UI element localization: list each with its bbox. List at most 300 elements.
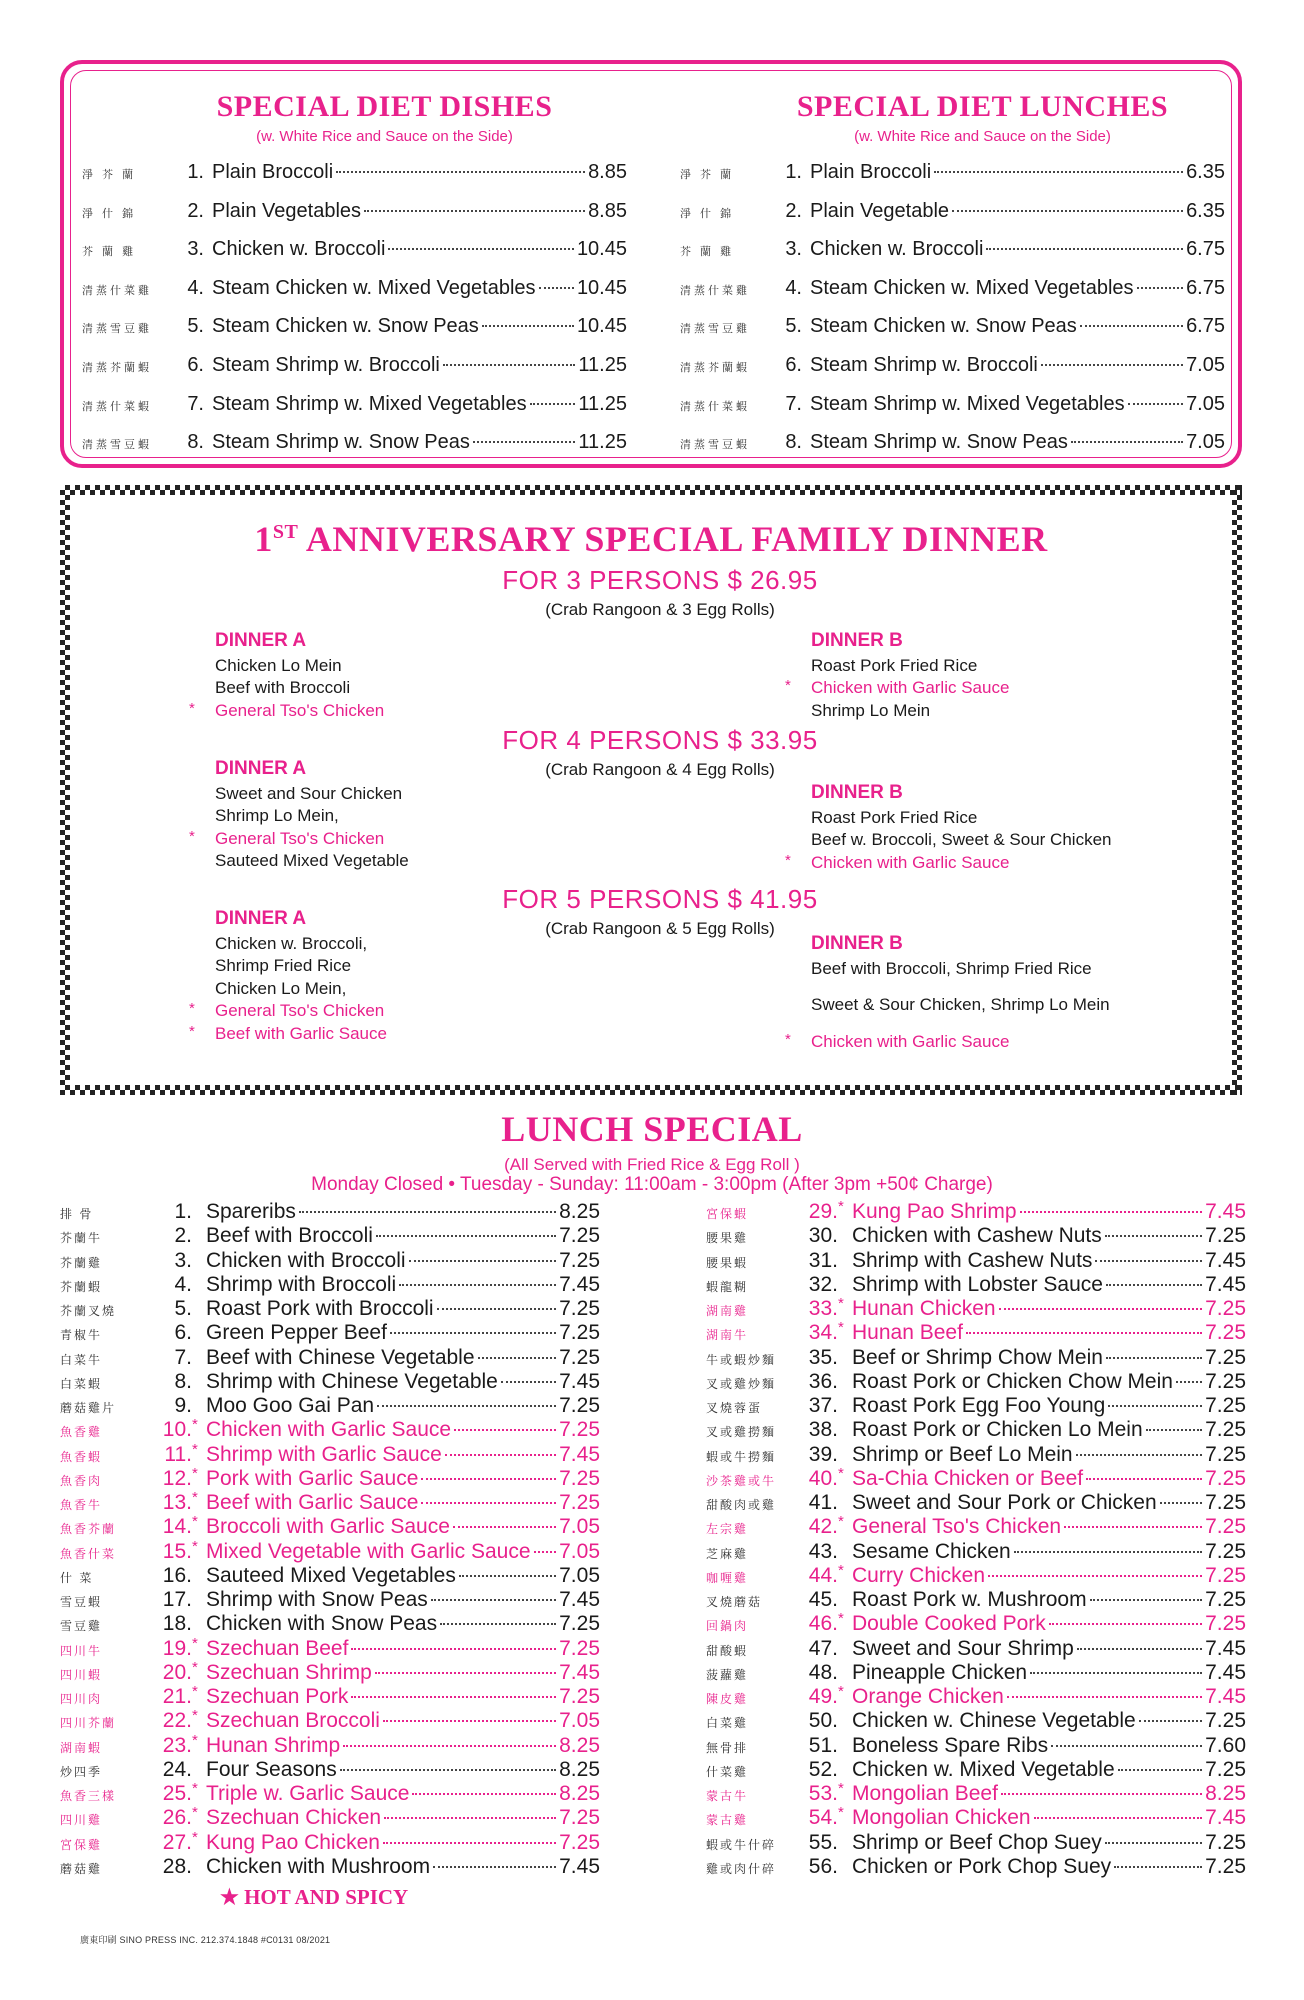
spicy-star-icon: * [838, 1561, 844, 1579]
lunch-menu-item [60, 1806, 600, 1830]
item-number: 56. [808, 1854, 838, 1878]
lunch-menu-item [706, 1637, 1246, 1661]
lunch-menu-item [706, 1249, 1246, 1273]
item-number: 33. [808, 1297, 838, 1320]
dinner-dish-spicy: * Chicken with Garlic Sauce [811, 1031, 1110, 1054]
item-number: 21. [162, 1685, 192, 1708]
for-4-persons [450, 725, 870, 780]
menu-item [82, 354, 627, 393]
item-name: Kung Pao Chicken [206, 1830, 380, 1854]
item-price: 7.25 [559, 1685, 600, 1708]
chinese-name: 蘑菇雞片 [60, 1401, 117, 1415]
dinner-dish-spicy: * General Tso's Chicken [215, 828, 409, 851]
dot-leader [443, 364, 576, 366]
item-name: Chicken w. Broccoli [212, 238, 386, 261]
dot-leader [1090, 1599, 1203, 1601]
lunch-menu-item [706, 1394, 1246, 1418]
item-number: 38. [808, 1418, 838, 1442]
menu-item [82, 431, 627, 470]
item-price: 7.25 [559, 1491, 600, 1514]
item-price: 7.25 [559, 1321, 600, 1345]
item-price: 7.05 [559, 1515, 600, 1539]
item-number: 39. [808, 1442, 838, 1466]
item-number: 45. [808, 1588, 838, 1611]
item-name: Szechuan Pork [206, 1685, 349, 1708]
dot-leader [399, 1284, 556, 1286]
item-price: 7.25 [1205, 1491, 1246, 1514]
item-name: Shrimp or Beef Chop Suey [852, 1830, 1102, 1854]
dot-leader [364, 210, 585, 212]
menu-item [82, 200, 627, 239]
item-price: 11.25 [578, 353, 627, 376]
lunch-menu-item [706, 1661, 1246, 1685]
item-number: 46. [808, 1612, 838, 1636]
lunch-menu-item [706, 1370, 1246, 1394]
item-number: 8. [187, 431, 204, 454]
dot-leader [501, 1381, 556, 1383]
menu-item [680, 393, 1225, 432]
dinner-dish: Chicken Lo Mein, [215, 978, 347, 998]
item-name: Hunan Shrimp [206, 1733, 341, 1757]
spicy-star-icon: * [192, 1731, 198, 1749]
spicy-star-icon: * [838, 1295, 844, 1312]
item-name: Chicken with Snow Peas [206, 1612, 438, 1636]
item-number: 20. [162, 1660, 192, 1684]
spicy-star-icon: * [192, 1537, 198, 1555]
item-number: 12. [162, 1466, 192, 1490]
dot-leader [482, 325, 574, 327]
item-price: 8.85 [588, 161, 627, 183]
chinese-name: 宮保雞 [60, 1837, 103, 1852]
item-number: 42. [808, 1515, 838, 1539]
item-name: Szechuan Chicken [206, 1806, 382, 1830]
item-price: 7.25 [559, 1418, 600, 1442]
item-number: 35. [808, 1345, 838, 1369]
lunch-menu-item [60, 1709, 600, 1733]
item-number: 34. [808, 1321, 838, 1345]
dot-leader [454, 1429, 556, 1431]
item-number: 10. [162, 1418, 192, 1442]
dinner-dish: Roast Pork Fried Rice [811, 807, 978, 827]
dinner-dish: Sauteed Mixed Vegetable [215, 851, 409, 870]
for-3-persons-sub: (Crab Rangoon & 3 Egg Rolls) [545, 600, 775, 619]
lunch-menu-item [60, 1782, 600, 1806]
dinner-dish: Beef with Broccoli [215, 678, 351, 697]
chinese-name: 蘑菇雞 [60, 1861, 103, 1876]
chinese-name: 魚香蝦 [60, 1449, 103, 1464]
spicy-star-icon: * [838, 1198, 844, 1215]
hot-and-spicy-legend: ★ HOT AND SPICY [220, 1885, 409, 1909]
item-price: 7.25 [1205, 1612, 1246, 1636]
dot-leader [1105, 1842, 1202, 1844]
chinese-name: 四川蝦 [60, 1667, 103, 1682]
chinese-name: 蒙古牛 [706, 1789, 749, 1803]
dot-leader [530, 403, 576, 405]
item-number: 3. [187, 238, 204, 261]
menu-item [680, 431, 1225, 470]
dot-leader [1139, 1720, 1202, 1722]
menu-item [680, 315, 1225, 354]
item-number: 18. [162, 1612, 192, 1636]
item-price: 7.45 [1205, 1660, 1246, 1684]
item-price: 6.75 [1186, 238, 1225, 261]
for-3-persons-heading: FOR 3 PERSONS $ 26.95 [502, 565, 818, 595]
chinese-name: 蝦龍糊 [706, 1279, 749, 1294]
item-price: 11.25 [578, 392, 627, 415]
dinner-a-5-persons [215, 908, 387, 1045]
dot-leader [376, 1235, 556, 1237]
lunch-menu-item [706, 1491, 1246, 1515]
dinner-label: DINNER B [811, 933, 903, 954]
item-name: Beef with Chinese Vegetable [206, 1345, 475, 1369]
item-number: 4. [174, 1272, 192, 1296]
item-name: Triple w. Garlic Sauce [206, 1782, 410, 1805]
chinese-name: 炒四季 [60, 1764, 103, 1779]
item-price: 7.25 [559, 1248, 600, 1272]
item-price: 7.45 [1205, 1636, 1246, 1660]
spicy-star-icon: * [838, 1513, 844, 1531]
item-price: 7.45 [559, 1442, 600, 1466]
special-diet-lunches-subtitle: (w. White Rice and Sauce on the Side) [854, 128, 1111, 145]
item-number: 1. [187, 161, 204, 183]
dinner-dish-spicy: * Chicken with Garlic Sauce [811, 677, 1009, 700]
spicy-star-icon: * [838, 1610, 844, 1628]
item-number: 27. [162, 1830, 192, 1854]
item-name: Roast Pork or Chicken Chow Mein [852, 1369, 1173, 1393]
for-5-persons-heading: FOR 5 PERSONS $ 41.95 [502, 884, 818, 914]
spicy-star-icon: * [838, 1804, 844, 1822]
family-dinner-box [60, 485, 1242, 1095]
item-name: Sesame Chicken [852, 1539, 1011, 1563]
chinese-name: 蒙古雞 [706, 1813, 749, 1828]
item-price: 7.45 [1205, 1200, 1246, 1223]
chinese-name: 叉燒蓉蛋 [706, 1401, 763, 1415]
lunch-special-hours: Monday Closed • Tuesday - Sunday: 11:00am - 3:00pm (After 3pm +50¢ Charge) [311, 1174, 993, 1195]
spicy-star-icon: * [192, 1828, 198, 1846]
menu-item [82, 315, 627, 354]
item-price: 7.45 [559, 1272, 600, 1296]
for-5-persons-sub: (Crab Rangoon & 5 Egg Rolls) [545, 919, 775, 938]
lunch-list-right [706, 1200, 1246, 1879]
lunch-special-title: LUNCH SPECIAL [501, 1109, 803, 1149]
special-diet-box [60, 60, 1242, 468]
chinese-name: 湖南雞 [706, 1304, 749, 1318]
item-price: 7.25 [1205, 1369, 1246, 1393]
dot-leader [299, 1211, 556, 1213]
chinese-name: 腰果雞 [706, 1231, 749, 1246]
item-price: 7.25 [1205, 1757, 1246, 1781]
dot-leader [1086, 1478, 1202, 1480]
item-number: 5. [174, 1297, 192, 1320]
lunch-menu-item [706, 1709, 1246, 1733]
item-number: 37. [808, 1394, 838, 1417]
chinese-name: 湖南牛 [706, 1328, 749, 1343]
lunch-menu-item [706, 1782, 1246, 1806]
dot-leader [1076, 1454, 1203, 1456]
checker-border-top [60, 485, 1242, 495]
lunch-menu-item [60, 1464, 600, 1491]
lunch-special-subtitle: (All Served with Fried Rice & Egg Roll ) [504, 1155, 800, 1174]
lunch-menu-item [706, 1418, 1246, 1442]
item-price: 7.25 [1205, 1854, 1246, 1878]
item-number: 4. [785, 276, 802, 299]
item-price: 7.25 [1205, 1345, 1246, 1369]
lunch-menu-item [60, 1634, 600, 1661]
lunch-menu-item [706, 1200, 1246, 1224]
lunch-menu-item [60, 1491, 600, 1515]
item-number: 43. [808, 1539, 838, 1563]
chinese-name: 芥 蘭 雞 [680, 246, 735, 259]
dot-leader [1137, 287, 1184, 289]
chinese-name: 芥蘭雞 [60, 1255, 103, 1270]
item-number: 4. [187, 276, 204, 299]
special-diet-lunches-title: SPECIAL DIET LUNCHES [796, 90, 1169, 123]
item-name: Shrimp with Garlic Sauce [206, 1442, 442, 1466]
item-price: 7.25 [559, 1466, 600, 1490]
chinese-name: 無骨排 [706, 1740, 749, 1755]
item-number: 19. [162, 1636, 192, 1660]
lunch-menu-item [60, 1685, 600, 1709]
lunch-menu-item [60, 1297, 600, 1321]
item-number: 17. [162, 1588, 192, 1611]
item-number: 40. [808, 1466, 838, 1490]
item-name: Steam Chicken w. Snow Peas [212, 315, 479, 338]
item-price: 7.25 [559, 1394, 600, 1417]
chinese-name: 芥蘭牛 [60, 1231, 103, 1246]
item-number: 8. [785, 431, 802, 454]
lunch-menu-item [60, 1440, 600, 1467]
item-price: 7.25 [1205, 1442, 1246, 1466]
dot-leader [1020, 1211, 1203, 1213]
item-number: 48. [808, 1660, 838, 1684]
chinese-name: 魚香三樣 [60, 1789, 117, 1803]
chinese-name: 四川肉 [60, 1692, 103, 1706]
lunch-menu-item [706, 1734, 1246, 1758]
item-number: 5. [785, 315, 802, 338]
dot-leader [1095, 1260, 1202, 1262]
item-price: 7.25 [1205, 1418, 1246, 1442]
menu-item [680, 277, 1225, 316]
menu-item [680, 238, 1225, 277]
item-price: 7.25 [1205, 1394, 1246, 1417]
item-name: Beef with Garlic Sauce [206, 1491, 419, 1514]
lunch-menu-item [706, 1346, 1246, 1370]
lunch-menu-item [60, 1612, 600, 1636]
item-price: 7.25 [1205, 1466, 1246, 1490]
item-number: 50. [808, 1709, 838, 1733]
item-name: Pineapple Chicken [852, 1660, 1028, 1684]
item-price: 8.25 [559, 1200, 600, 1223]
spicy-star-icon: * [192, 1634, 198, 1652]
item-number: 9. [174, 1394, 192, 1417]
item-number: 52. [808, 1757, 838, 1781]
dot-leader [383, 1720, 556, 1722]
item-price: 7.25 [559, 1345, 600, 1369]
item-number: 30. [808, 1224, 838, 1248]
item-name: Steam Chicken w. Mixed Vegetables [810, 276, 1134, 299]
item-number: 24. [162, 1757, 192, 1781]
dot-leader [340, 1769, 556, 1771]
item-name: Roast Pork with Broccoli [206, 1297, 434, 1320]
chinese-name: 湖南蝦 [60, 1740, 103, 1755]
item-price: 7.25 [1205, 1224, 1246, 1248]
dot-leader [1030, 1672, 1202, 1674]
item-name: Sauteed Mixed Vegetables [206, 1563, 456, 1587]
item-number: 54. [808, 1806, 838, 1830]
special-diet-lunches-list [680, 161, 1225, 470]
dinner-dish-spicy: * General Tso's Chicken [215, 1000, 387, 1023]
item-name: Sweet and Sour Pork or Chicken [852, 1491, 1157, 1514]
chinese-name: 牛或蝦炒麵 [706, 1352, 777, 1367]
special-diet-dishes-subtitle: (w. White Rice and Sauce on the Side) [256, 128, 513, 145]
item-price: 7.45 [559, 1369, 600, 1393]
item-name: Shrimp or Beef Lo Mein [852, 1442, 1073, 1466]
item-price: 7.05 [1186, 353, 1225, 376]
item-name: Roast Pork w. Mushroom [852, 1588, 1087, 1611]
item-name: Shrimp with Snow Peas [206, 1588, 428, 1611]
item-price: 11.25 [578, 431, 627, 454]
item-number: 2. [785, 199, 802, 222]
family-dinner-title-rest: ANNIVERSARY SPECIAL FAMILY DINNER [298, 519, 1048, 559]
chinese-name: 青椒牛 [60, 1328, 103, 1343]
dinner-dish: Sweet & Sour Chicken, Shrimp Lo Mein [811, 995, 1110, 1014]
lunch-menu-item [60, 1515, 600, 1539]
spicy-star-icon: * [838, 1683, 844, 1700]
dot-leader [412, 1793, 556, 1795]
spicy-star-icon: * [192, 1658, 198, 1676]
dot-leader [433, 1866, 556, 1868]
item-name: Plain Vegetable [810, 199, 950, 222]
item-number: 7. [174, 1345, 192, 1369]
dinner-b-5-persons [811, 933, 1110, 1053]
spicy-star-icon: * [192, 1804, 198, 1822]
dinner-dish-spicy: * General Tso's Chicken [215, 700, 384, 723]
item-name: Shrimp with Chinese Vegetable [206, 1369, 498, 1393]
lunch-menu-item [706, 1612, 1246, 1636]
item-number: 1. [174, 1200, 192, 1223]
chinese-name: 魚香肉 [60, 1473, 103, 1488]
dinner-dish: Shrimp Lo Mein [811, 700, 931, 720]
dot-leader [1007, 1696, 1202, 1698]
item-name: Chicken or Pork Chop Suey [852, 1854, 1112, 1878]
item-name: Orange Chicken [852, 1685, 1004, 1708]
item-name: Mixed Vegetable with Garlic Sauce [206, 1539, 531, 1563]
dot-leader [1064, 1526, 1202, 1528]
item-name: Hunan Beef [852, 1321, 963, 1345]
lunch-menu-item [60, 1224, 600, 1248]
dinner-dish: Chicken Lo Mein [215, 655, 342, 675]
dot-leader [377, 1405, 556, 1407]
item-name: Mongolian Beef [852, 1782, 998, 1805]
item-name: Sweet and Sour Shrimp [852, 1636, 1074, 1660]
dinner-dish: Roast Pork Fried Rice [811, 655, 978, 675]
item-name: Double Cooked Pork [852, 1612, 1046, 1636]
chinese-name: 甜酸肉或雞 [706, 1498, 777, 1512]
lunch-menu-item [706, 1515, 1246, 1539]
item-name: Curry Chicken [852, 1563, 986, 1587]
checker-border-bottom [60, 1085, 1242, 1095]
chinese-name: 白菜牛 [60, 1352, 103, 1367]
item-number: 3. [174, 1248, 192, 1272]
item-number: 26. [162, 1806, 192, 1830]
chinese-name: 清蒸什菜雞 [680, 284, 750, 297]
dot-leader [1041, 364, 1183, 366]
chinese-name: 芝麻雞 [706, 1546, 749, 1561]
chinese-name: 淨 芥 蘭 [680, 169, 735, 181]
item-price: 7.05 [1186, 392, 1225, 415]
for-3-persons [450, 565, 870, 620]
dot-leader [445, 1454, 556, 1456]
menu-item [82, 393, 627, 432]
dot-leader [1108, 1405, 1202, 1407]
spicy-star-icon: * [192, 1513, 198, 1531]
item-name: Pork with Garlic Sauce [206, 1466, 419, 1490]
item-number: 22. [162, 1709, 192, 1733]
dinner-label: DINNER A [215, 908, 307, 929]
dinner-dish: Sweet and Sour Chicken [215, 783, 403, 803]
item-price: 6.75 [1186, 276, 1225, 299]
chinese-name: 清蒸雪豆蝦 [82, 439, 152, 452]
item-price: 7.25 [1205, 1297, 1246, 1320]
for-5-persons [450, 884, 870, 939]
item-name: Szechuan Shrimp [206, 1660, 372, 1684]
lunch-menu-item [60, 1731, 600, 1758]
item-price: 7.45 [559, 1660, 600, 1684]
dot-leader [999, 1308, 1203, 1310]
family-dinner-title-sup: ST [272, 521, 299, 543]
chinese-name: 雞或肉什碎 [706, 1861, 777, 1876]
item-number: 7. [187, 392, 204, 415]
chinese-name: 什 菜 [60, 1570, 94, 1585]
item-price: 10.45 [576, 276, 627, 299]
dot-leader [1014, 1551, 1202, 1553]
dinner-dish: Shrimp Fried Rice [215, 956, 352, 975]
item-name: Chicken with Broccoli [206, 1248, 406, 1272]
item-price: 7.25 [1205, 1321, 1246, 1345]
item-name: Shrimp with Cashew Nuts [852, 1248, 1093, 1272]
item-price: 7.25 [1205, 1515, 1246, 1539]
item-price: 7.45 [559, 1588, 600, 1611]
chinese-name: 清蒸雪豆蝦 [680, 439, 750, 452]
dinner-b-4-persons [811, 782, 1111, 874]
item-name: Shrimp with Broccoli [206, 1272, 397, 1296]
chinese-name: 甜酸蝦 [706, 1643, 749, 1658]
dot-leader [459, 1575, 556, 1577]
chinese-name: 四川芥蘭 [60, 1716, 117, 1731]
chinese-name: 腰果蝦 [706, 1255, 749, 1270]
item-number: 41. [808, 1491, 838, 1514]
spicy-star-icon: * [838, 1464, 844, 1482]
dot-leader [988, 1575, 1202, 1577]
item-price: 8.25 [1205, 1782, 1246, 1805]
chinese-name: 雪豆雞 [60, 1619, 103, 1634]
item-number: 53. [808, 1782, 838, 1805]
menu-item [82, 277, 627, 316]
item-name: Sa-Chia Chicken or Beef [852, 1466, 1084, 1490]
item-name: Plain Broccoli [212, 161, 334, 183]
item-name: Chicken w. Chinese Vegetable [852, 1709, 1136, 1733]
spicy-star-icon: * [838, 1319, 844, 1337]
item-name: Steam Chicken w. Mixed Vegetables [212, 276, 536, 299]
dinner-label: DINNER B [811, 630, 903, 651]
chinese-name: 陳皮雞 [706, 1692, 749, 1706]
lunch-menu-item [706, 1297, 1246, 1321]
item-name: Mongolian Chicken [852, 1806, 1031, 1830]
lunch-menu-item [60, 1321, 600, 1345]
item-name: Steam Chicken w. Snow Peas [810, 315, 1077, 338]
spicy-star-icon: * [192, 1440, 198, 1458]
lunch-menu-item [60, 1418, 600, 1442]
